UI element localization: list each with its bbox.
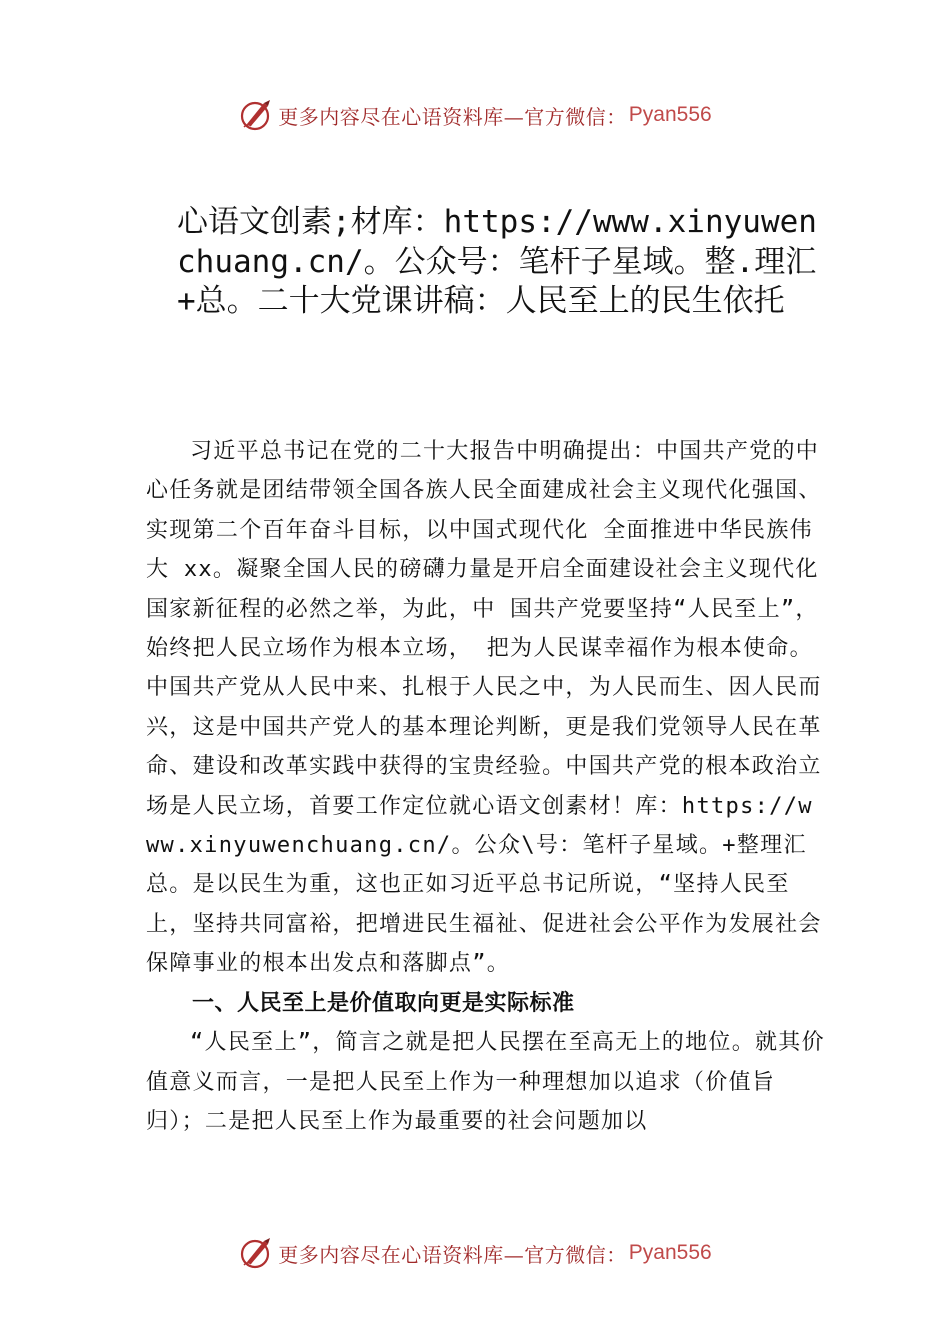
banner-handle: Pyan556 — [628, 103, 712, 126]
banner-handle: Pyan556 — [628, 1241, 712, 1264]
banner-text: 更多内容尽在心语资料库—官方微信： — [278, 104, 627, 129]
footer-banner — [0, 1233, 950, 1273]
document-body — [146, 432, 826, 1141]
section-heading: 一、人民至上是价值取向更是实际标准 — [192, 990, 575, 1016]
header-banner — [0, 95, 950, 135]
paragraph: 习近平总书记在党的二十大报告中明确提出：中国共产党的中心任务就是团结带领全国各族人民全面建成社会主义现代化强国、实现第二个百年奋斗目标，以中国式现代化 全面推进中华民族伟大 xx。凝聚全国人民的磅礴力量是开启全面建设社会主义现代化国家新征程的必然之举，为此，中 国共产党要坚持“人民至上”，始终把人民立场作为根本立场， 把为人民谋幸福作为根本使命。中国共产党从人民中来、扎根于人民之中，为人民而生、因人民而兴，这是中国共产党人的基本理论判断，更是我们党领导人民在革命、建设和改革实践中获得的宝贵经验。中国共产党的根本政治立场是人民立场，首要工作定位就心语文创素材！库：https://www.xinyuwenchuang.cn/。公众\号：笔杆子星域。+整理汇总。是以民生为重，这也正如习近平总书记所说，“坚持人民至上，坚持共同富裕，把增进民生福祉、促进社会公平作为发展社会保障事业的根本出发点和落脚点”。 — [146, 439, 822, 977]
quill-pen-logo-icon — [238, 1235, 274, 1271]
paragraph: “人民至上”，简言之就是把人民摆在至高无上的地位。就其价值意义而言，一是把人民至上作为一种理想加以追求（价值旨归）；二是把人民至上作为最重要的社会问题加以 — [146, 1030, 825, 1134]
quill-pen-logo-icon — [238, 97, 274, 133]
document-title: 心语文创素;材库：https://www.xinyuwenchuang.cn/。公众号：笔杆子星域。整.理汇+总。二十大党课讲稿：人民至上的民生依托 — [177, 204, 817, 319]
banner-text: 更多内容尽在心语资料库—官方微信： — [278, 1242, 627, 1267]
